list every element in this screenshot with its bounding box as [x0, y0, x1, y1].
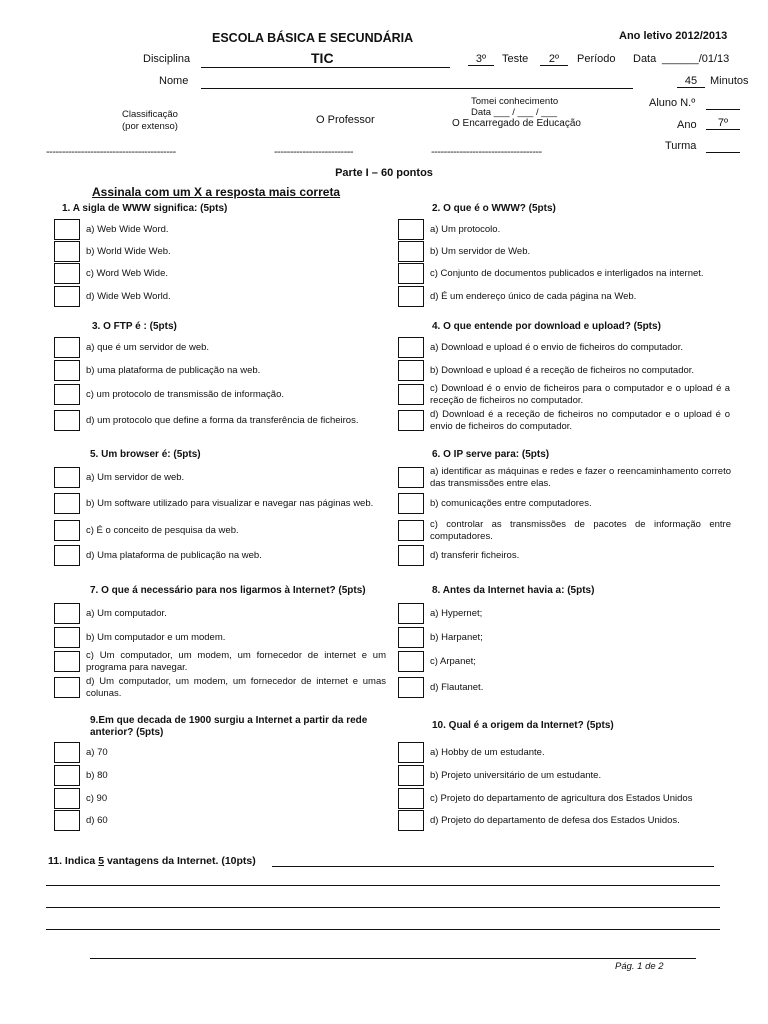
nome-label: Nome: [159, 75, 189, 87]
question-8-option-b[interactable]: [398, 626, 730, 649]
option-text: c) É o conceito de pesquisa da web.: [86, 524, 239, 536]
answer-checkbox[interactable]: [54, 337, 80, 358]
option-text: a) Hobby de um estudante.: [430, 746, 545, 758]
question-5-option-b[interactable]: [54, 492, 386, 515]
option-text: d) Download é a receção de ficheiros no computador e o upload é o envio de ficheiros do computador.: [430, 409, 730, 432]
option-text: d) Um computador, um modem, um fornecedor de internet e umas colunas.: [86, 676, 386, 699]
question-1-option-b[interactable]: [54, 240, 386, 263]
question-2-option-c[interactable]: [398, 262, 730, 285]
answer-checkbox[interactable]: [398, 493, 424, 514]
answer-checkbox[interactable]: [54, 742, 80, 763]
question-4-option-b[interactable]: [398, 359, 730, 382]
question-7-option-b[interactable]: [54, 626, 386, 649]
answer-checkbox[interactable]: [54, 520, 80, 541]
option-text: b) Projeto universitário de um estudante.: [430, 769, 602, 781]
answer-checkbox[interactable]: [398, 788, 424, 809]
option-text: a) Hypernet;: [430, 607, 483, 619]
answer-checkbox[interactable]: [54, 627, 80, 648]
question-2-option-b[interactable]: [398, 240, 730, 263]
question-6-option-b[interactable]: [398, 492, 731, 515]
answer-checkbox[interactable]: [398, 545, 424, 566]
option-text: b) Um software utilizado para visualizar e navegar nas páginas web.: [86, 497, 374, 509]
answer-checkbox[interactable]: [54, 810, 80, 831]
question-4-option-a[interactable]: [398, 336, 730, 359]
question-8-option-c[interactable]: [398, 650, 730, 673]
option-text: b) Um servidor de Web.: [430, 245, 531, 257]
answer-checkbox[interactable]: [398, 810, 424, 831]
school-year: Ano letivo 2012/2013: [619, 30, 728, 42]
option-text: b) 80: [86, 769, 108, 781]
answer-checkbox[interactable]: [54, 360, 80, 381]
option-text: a) Um computador.: [86, 607, 167, 619]
turma-field[interactable]: [706, 140, 740, 153]
teste-value[interactable]: 2º: [540, 53, 568, 66]
question-5-option-d[interactable]: [54, 544, 386, 567]
option-text: c) Download é o envio de ficheiros para o computador e o upload é a receção de ficheiros no computador.: [430, 383, 730, 406]
option-text: a) Web Wide Word.: [86, 223, 169, 235]
option-text: d) Wide Web World.: [86, 290, 171, 302]
question-5-option-a[interactable]: [54, 466, 386, 489]
option-text: c) um protocolo de transmissão de informação.: [86, 388, 285, 400]
option-text: b) World Wide Web.: [86, 245, 171, 257]
answer-checkbox[interactable]: [398, 651, 424, 672]
dashes-encarregado: -----------------------------------: [431, 146, 542, 158]
answer-checkbox[interactable]: [54, 241, 80, 262]
school-name: ESCOLA BÁSICA E SECUNDÁRIA: [212, 31, 414, 45]
option-text: a) Um servidor de web.: [86, 471, 185, 483]
question-1-title: 1. A sigla de WWW significa: (5pts): [62, 203, 228, 214]
answer-checkbox[interactable]: [398, 241, 424, 262]
question-10-option-b[interactable]: [398, 764, 735, 787]
option-text: c) Word Web Wide.: [86, 267, 169, 279]
question-9-option-a[interactable]: [54, 741, 386, 764]
question-10-option-c[interactable]: [398, 787, 735, 810]
ano-label: Ano: [677, 119, 697, 131]
option-text: d) um protocolo que define a forma da transferência de ficheiros.: [86, 414, 359, 426]
question-9-option-c[interactable]: [54, 787, 386, 810]
grade-value[interactable]: 3º: [468, 53, 494, 66]
answer-checkbox[interactable]: [54, 286, 80, 307]
instruction: Assinala com um X a resposta mais correta: [92, 185, 341, 199]
disciplina-value: TIC: [311, 50, 334, 66]
q11-prefix: 11. Indica: [48, 855, 99, 867]
minutes-value[interactable]: 45: [677, 75, 705, 88]
professor-label: O Professor: [316, 114, 375, 126]
aluno-field[interactable]: [706, 97, 740, 110]
disciplina-field[interactable]: [201, 50, 450, 68]
answer-checkbox[interactable]: [54, 467, 80, 488]
teste-label: Teste: [502, 53, 529, 65]
classificacao-label: Classificação: [122, 109, 178, 120]
option-text: c) 90: [86, 792, 108, 804]
option-text: c) Projeto do departamento de agricultura dos Estados Unidos: [430, 792, 693, 804]
answer-checkbox[interactable]: [54, 651, 80, 672]
option-text: b) Um computador e um modem.: [86, 631, 226, 643]
answer-checkbox[interactable]: [398, 384, 424, 405]
question-1-option-c[interactable]: [54, 262, 386, 285]
dashes-professor: -------------------------: [274, 146, 354, 158]
question-2-title: 2. O que é o WWW? (5pts): [432, 203, 556, 214]
question-6-title: 6. O IP serve para: (5pts): [432, 449, 550, 460]
question-4-option-c[interactable]: [398, 383, 730, 406]
question-5-title: 5. Um browser é: (5pts): [90, 449, 201, 460]
option-text: a) Download e upload é o envio de ficheiros do computador.: [430, 341, 683, 353]
question-7-option-d[interactable]: [54, 676, 386, 699]
question-8-option-a[interactable]: [398, 602, 730, 625]
option-text: a) Um protocolo.: [430, 223, 501, 235]
part-title: Parte I – 60 pontos: [335, 167, 433, 179]
answer-checkbox[interactable]: [398, 360, 424, 381]
answer-checkbox[interactable]: [398, 286, 424, 307]
question-3-option-d[interactable]: [54, 409, 386, 432]
answer-checkbox[interactable]: [398, 627, 424, 648]
option-text: a) que é um servidor de web.: [86, 341, 210, 353]
question-8-title: 8. Antes da Internet havia a: (5pts): [432, 585, 595, 596]
question-6-option-a[interactable]: [398, 466, 731, 489]
answer-checkbox[interactable]: [54, 410, 80, 431]
answer-checkbox[interactable]: [398, 410, 424, 431]
option-text: a) 70: [86, 746, 108, 758]
answer-line[interactable]: [46, 929, 720, 930]
answer-checkbox[interactable]: [398, 263, 424, 284]
option-text: d) 60: [86, 814, 108, 826]
disciplina-label: Disciplina: [143, 53, 191, 65]
answer-checkbox[interactable]: [54, 219, 80, 240]
option-text: c) Um computador, um modem, um fornecedor de internet e um programa para navegar.: [86, 650, 386, 673]
question-1-option-a[interactable]: [54, 218, 386, 241]
question-10-option-a[interactable]: [398, 741, 735, 764]
data-label: Data: [633, 53, 657, 65]
answer-checkbox[interactable]: [398, 337, 424, 358]
question-6-option-d[interactable]: [398, 544, 731, 567]
periodo-label: Período: [577, 53, 616, 65]
option-text: d) É um endereço único de cada página na Web.: [430, 290, 637, 302]
answer-checkbox[interactable]: [54, 765, 80, 786]
tomei-conhecimento: Tomei conhecimento: [471, 96, 559, 107]
por-extenso-label: (por extenso): [122, 121, 178, 132]
question-4-title: 4. O que entende por download e upload? (5pts): [432, 321, 661, 332]
answer-checkbox[interactable]: [398, 677, 424, 698]
answer-checkbox[interactable]: [398, 467, 424, 488]
answer-checkbox[interactable]: [398, 520, 424, 541]
question-4-option-d[interactable]: [398, 409, 730, 432]
answer-checkbox[interactable]: [54, 545, 80, 566]
nome-field[interactable]: [201, 75, 633, 89]
turma-label: Turma: [665, 140, 697, 152]
answer-checkbox[interactable]: [54, 677, 80, 698]
question-10-option-d[interactable]: [398, 809, 735, 832]
answer-checkbox[interactable]: [398, 765, 424, 786]
answer-line[interactable]: [46, 885, 720, 886]
question-9-option-d[interactable]: [54, 809, 386, 832]
question-9-option-b[interactable]: [54, 764, 386, 787]
option-text: c) controlar as transmissões de pacotes de informação entre computadores.: [430, 519, 731, 542]
option-text: d) Projeto do departamento de defesa dos Estados Unidos.: [430, 814, 680, 826]
question-2-option-a[interactable]: [398, 218, 730, 241]
option-text: b) Download e upload é a receção de ficheiros no computador.: [430, 364, 695, 376]
data-value[interactable]: ______/01/13: [662, 53, 730, 65]
answer-checkbox[interactable]: [54, 493, 80, 514]
ano-value[interactable]: 7º: [706, 117, 740, 130]
option-text: b) uma plataforma de publicação na web.: [86, 364, 261, 376]
question-6-option-c[interactable]: [398, 519, 731, 542]
page-number: Pág. 1 de 2: [615, 961, 664, 972]
question-1-option-d[interactable]: [54, 285, 386, 308]
question-8-option-d[interactable]: [398, 676, 730, 699]
q11-number: 5: [98, 855, 105, 867]
q11-suffix: vantagens da Internet. (10pts): [104, 855, 256, 867]
option-text: b) comunicações entre computadores.: [430, 497, 592, 509]
option-text: c) Arpanet;: [430, 655, 476, 667]
answer-checkbox[interactable]: [398, 603, 424, 624]
minutes-label: Minutos: [710, 75, 749, 87]
option-text: b) Harpanet;: [430, 631, 483, 643]
question-3-option-a[interactable]: [54, 336, 386, 359]
question-5-option-c[interactable]: [54, 519, 386, 542]
question-3-option-b[interactable]: [54, 359, 386, 382]
answer-checkbox[interactable]: [54, 788, 80, 809]
question-7-option-c[interactable]: [54, 650, 386, 673]
option-text: d) Flautanet.: [430, 681, 484, 693]
question-9-title: 9.Em que decada de 1900 surgiu a Internet a partir da rede anterior? (5pts): [90, 715, 368, 738]
answer-checkbox[interactable]: [54, 384, 80, 405]
answer-line[interactable]: [90, 958, 696, 959]
dashes-classificacao: -----------------------------------------: [46, 146, 176, 158]
question-3-title: 3. O FTP é : (5pts): [92, 321, 177, 332]
answer-checkbox[interactable]: [398, 742, 424, 763]
option-text: c) Conjunto de documentos publicados e interligados na internet.: [430, 267, 704, 279]
answer-line[interactable]: [46, 907, 720, 908]
question-7-title: 7. O que á necessário para nos ligarmos à Internet? (5pts): [90, 585, 366, 596]
answer-checkbox[interactable]: [398, 219, 424, 240]
option-text: d) transferir ficheiros.: [430, 549, 520, 561]
encarregado-label: O Encarregado de Educação: [452, 118, 581, 129]
option-text: d) Uma plataforma de publicação na web.: [86, 549, 262, 561]
data-blank[interactable]: Data ___ / ___ / ___: [471, 107, 558, 118]
answer-checkbox[interactable]: [54, 263, 80, 284]
aluno-label: Aluno N.º: [649, 97, 696, 109]
answer-checkbox[interactable]: [54, 603, 80, 624]
answer-line[interactable]: [272, 866, 714, 867]
question-10-title: 10. Qual é a origem da Internet? (5pts): [432, 720, 614, 731]
question-11: [48, 855, 256, 867]
option-text: a) identificar as máquinas e redes e fazer o reencaminhamento correto das transmissões entre elas.: [430, 466, 731, 489]
question-2-option-d[interactable]: [398, 285, 730, 308]
question-3-option-c[interactable]: [54, 383, 386, 406]
question-7-option-a[interactable]: [54, 602, 386, 625]
